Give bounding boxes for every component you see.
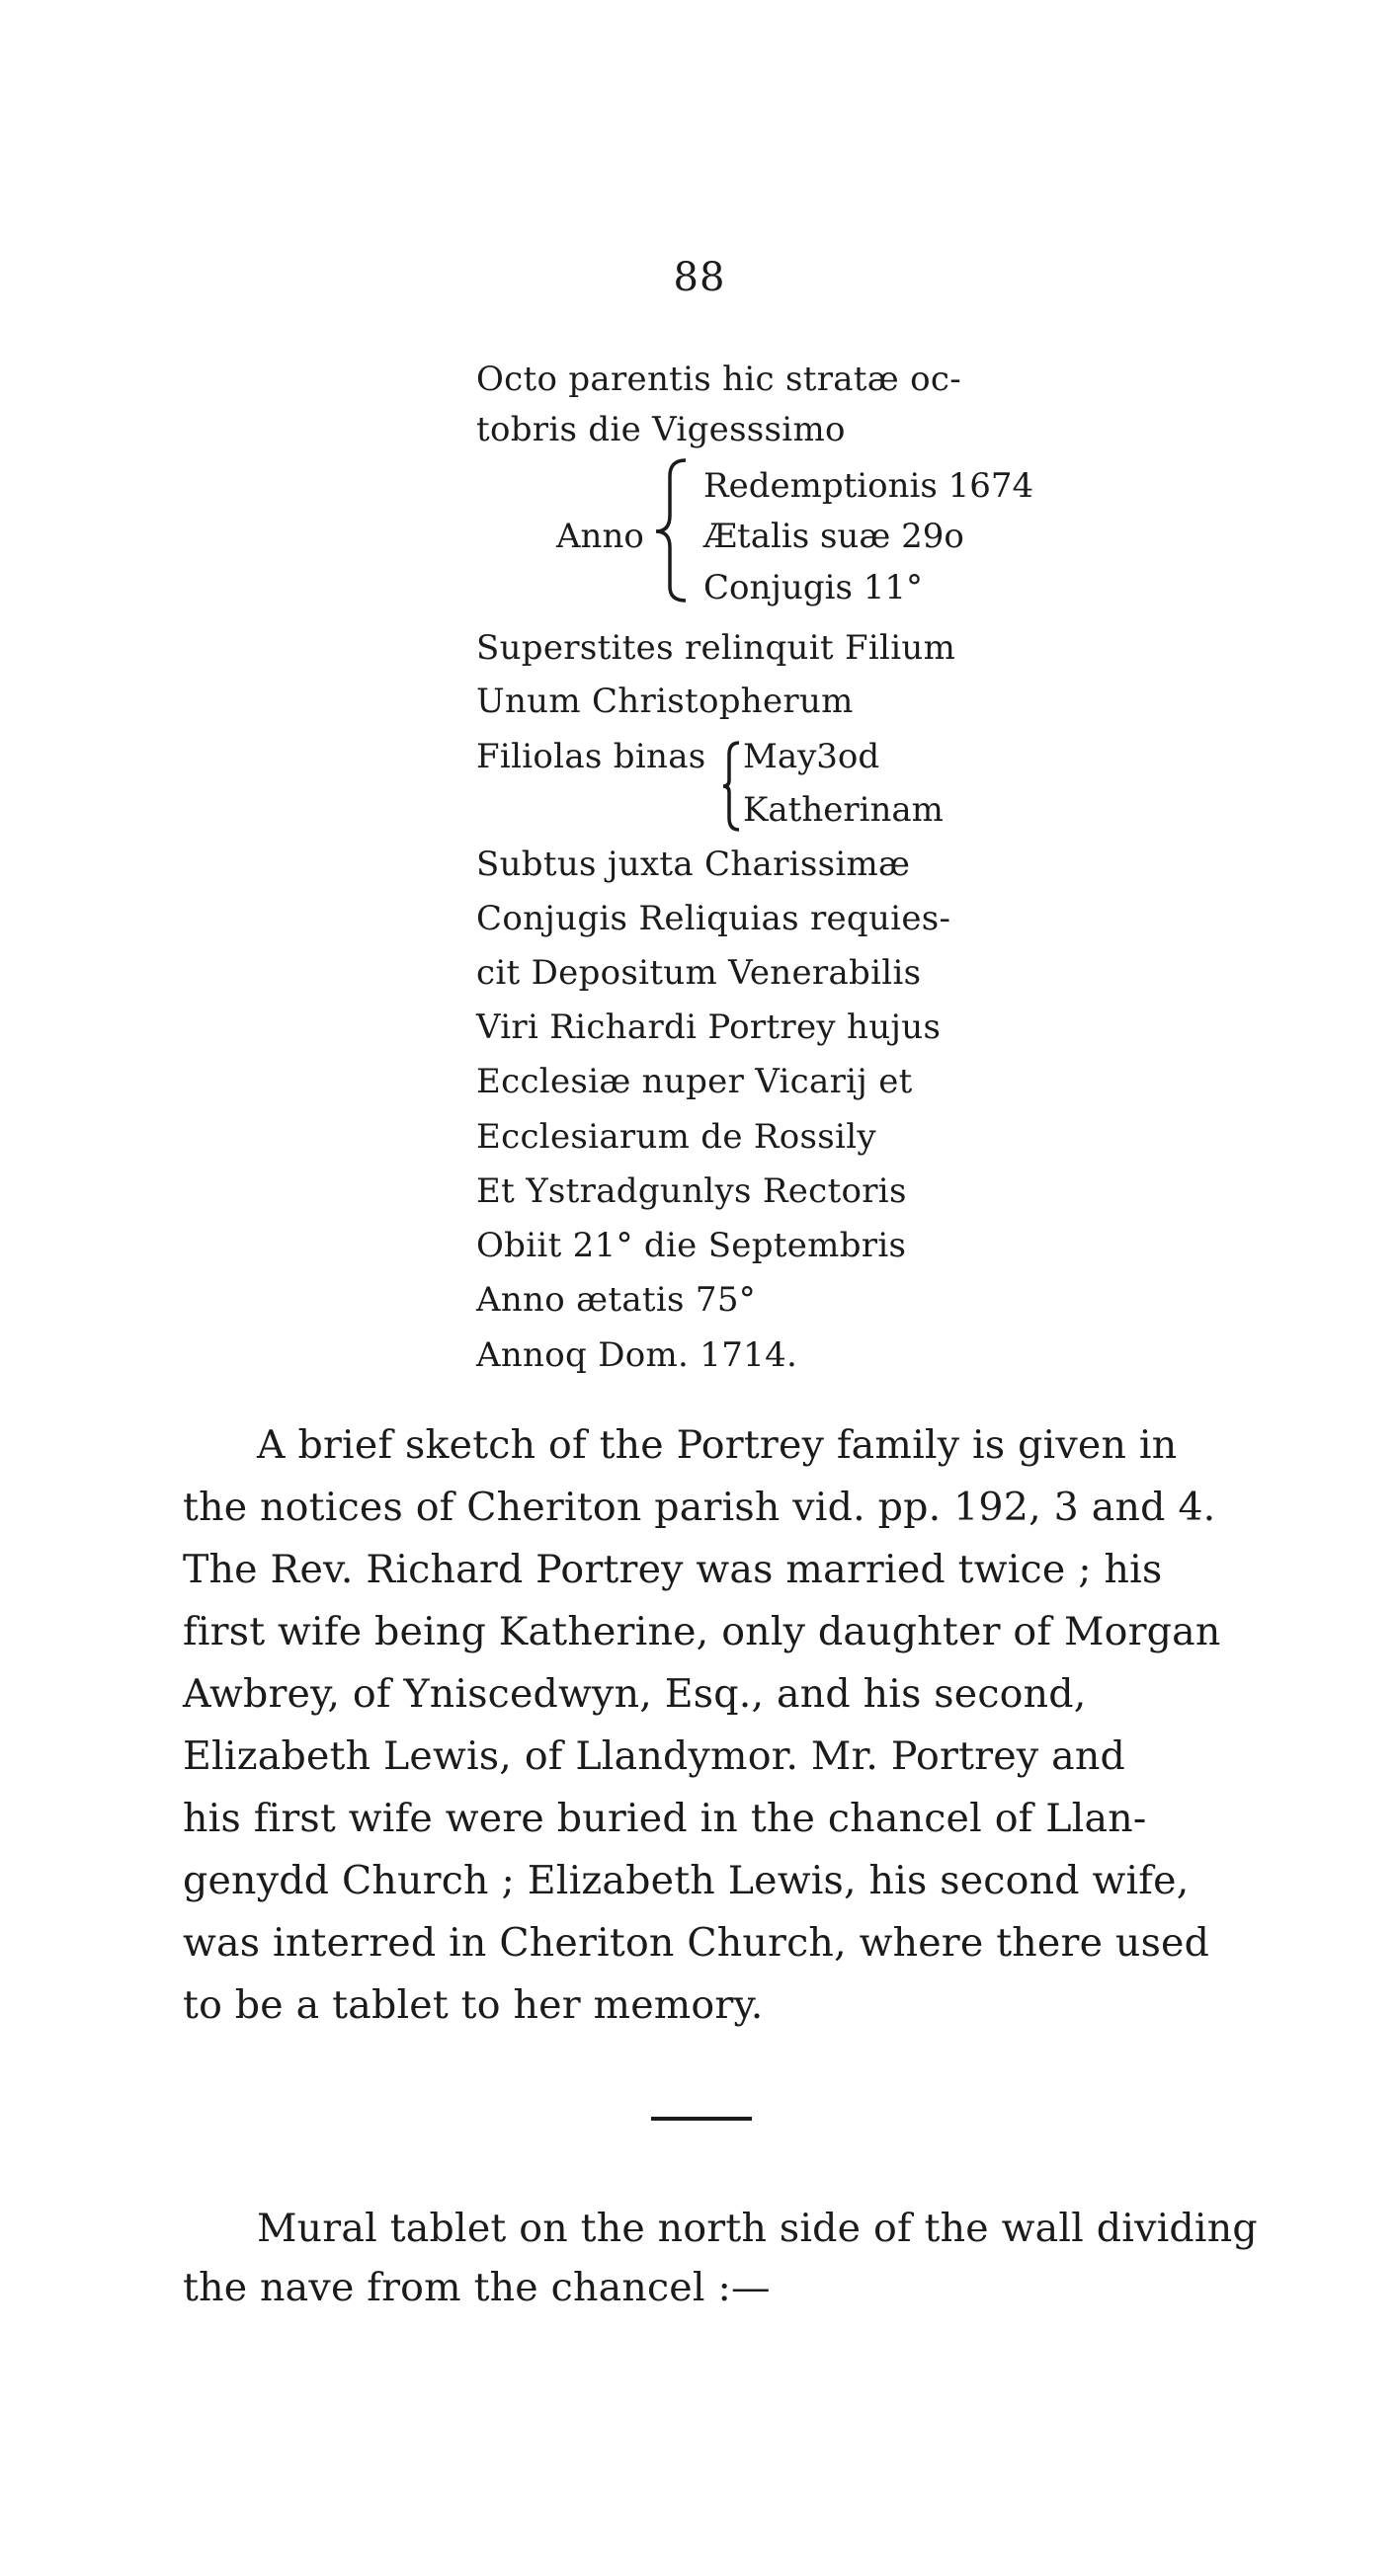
inscription-line: Anno ætatis 75° <box>476 1280 757 1320</box>
anno-item: Ætalis suæ 29o <box>703 517 964 556</box>
anno-brace-icon <box>642 456 692 604</box>
paragraph-line: genydd Church ; Elizabeth Lewis, his second wife, <box>183 1858 1190 1903</box>
paragraph-line: the notices of Cheriton parish vid. pp. 192, 3 and 4. <box>183 1485 1216 1530</box>
inscription-line: Unum Christopherum <box>476 682 854 721</box>
paragraph-line: Mural tablet on the north side of the wall dividing <box>257 2206 1258 2251</box>
filiolas-brace-icon <box>709 739 745 834</box>
inscription-line: Octo parentis hic stratæ oc- <box>476 360 962 399</box>
anno-label: Anno <box>556 517 644 556</box>
inscription-line: Et Ystradgunlys Rectoris <box>476 1171 907 1211</box>
inscription-line: cit Depositum Venerabilis <box>476 953 922 993</box>
inscription-line: Conjugis Reliquias requies- <box>476 899 951 938</box>
paragraph-line: The Rev. Richard Portrey was married twice ; his <box>183 1547 1163 1592</box>
inscription-line: Ecclesiarum de Rossily <box>476 1117 876 1157</box>
paragraph-line: to be a tablet to her memory. <box>183 1982 764 2028</box>
inscription-line: Obiit 21° die Septembris <box>476 1226 907 1265</box>
paragraph-line: was interred in Cheriton Church, where there used <box>183 1920 1210 1966</box>
filiolas-label: Filiolas binas <box>476 737 706 776</box>
inscription-line: tobris die Vigesssimo <box>476 410 846 449</box>
section-divider <box>651 2117 752 2121</box>
inscription-line: Annoq Dom. 1714. <box>476 1335 798 1375</box>
paragraph-line: the nave from the chancel :— <box>183 2265 771 2310</box>
paragraph-line: first wife being Katherine, only daughter of Morgan <box>183 1609 1221 1654</box>
inscription-line: Ecclesiæ nuper Vicarij et <box>476 1062 913 1101</box>
anno-item: Conjugis 11° <box>703 568 923 607</box>
anno-item: Redemptionis 1674 <box>703 466 1034 506</box>
inscription-line: Subtus juxta Charissimæ <box>476 845 911 884</box>
paragraph-line: his first wife were buried in the chancel of Llan- <box>183 1796 1147 1841</box>
paragraph-line: Elizabeth Lewis, of Llandymor. Mr. Portrey and <box>183 1733 1125 1779</box>
inscription-line: Viri Richardi Portrey hujus <box>476 1007 942 1047</box>
paragraph-line: A brief sketch of the Portrey family is given in <box>257 1422 1178 1468</box>
filiolas-item: Katherinam <box>743 790 944 830</box>
filiolas-item: May3od <box>743 737 880 776</box>
inscription-line: Superstites relinquit Filium <box>476 628 956 668</box>
paragraph-line: Awbrey, of Yniscedwyn, Esq., and his second, <box>183 1671 1087 1717</box>
page-number: 88 <box>673 255 726 300</box>
